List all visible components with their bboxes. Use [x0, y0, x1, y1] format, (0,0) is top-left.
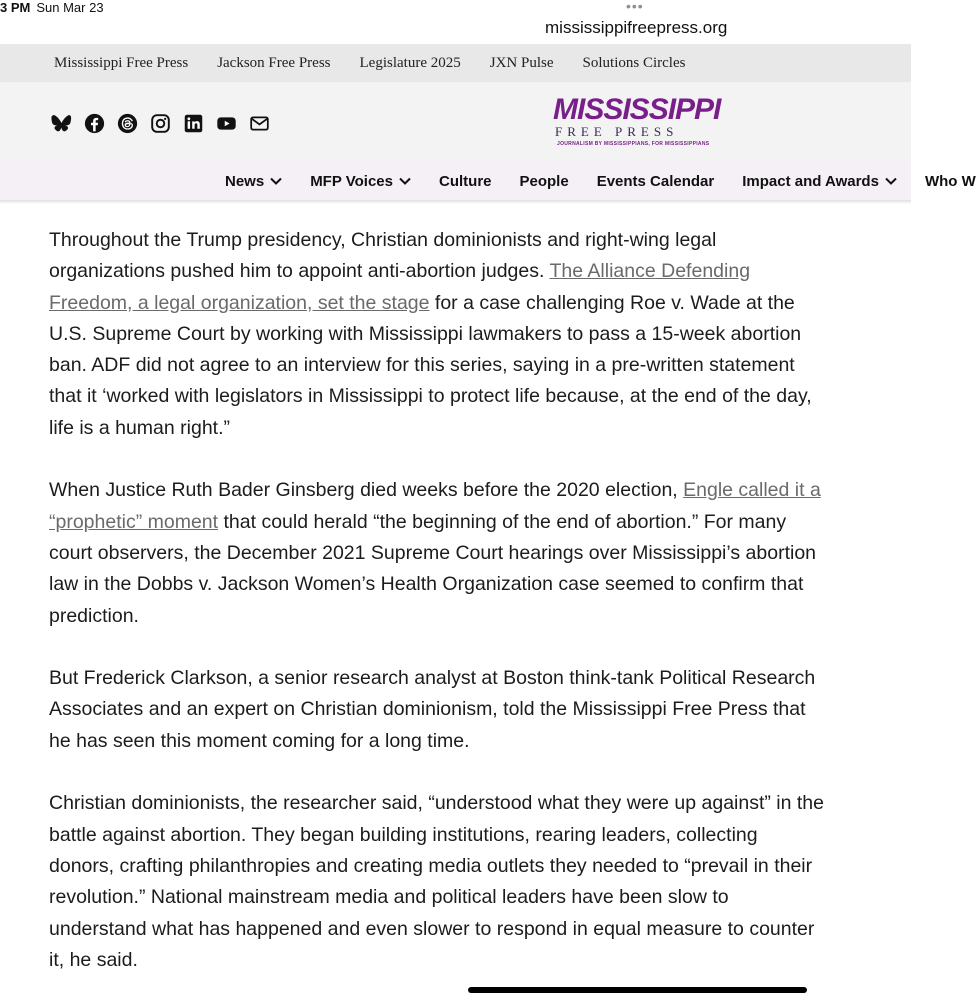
- article-paragraph-3: But Frederick Clarkson, a senior research analyst at Boston think-tank Political Research Associates and an expert on Christian dominionism, told the Mississippi Free Press that he has seen this moment coming for a long time.: [49, 667, 816, 752]
- p2-text-before: When Justice Ruth Bader Ginsberg died weeks before the 2020 election,: [49, 479, 684, 502]
- nav-item-news[interactable]: [225, 173, 282, 190]
- social-links: [50, 112, 281, 134]
- p1-text-after: for a case challenging Roe v. Wade at the U.S. Supreme Court by working with Mississippi lawmakers to pass a 15-week abortion ban. ADF did not agree to an interview for this series, saying in a pre-written statement that it ‘worked with legislators in Mississippi to protect life because, at the end of the day, life is a human right.”: [49, 291, 812, 439]
- instagram-icon[interactable]: [149, 112, 171, 134]
- threads-icon[interactable]: [116, 112, 138, 134]
- network-nav-item-mississippi-free-press[interactable]: Mississippi Free Press: [54, 54, 189, 71]
- nav-item-culture[interactable]: Culture: [439, 172, 492, 190]
- multitasking-dots-icon[interactable]: •••: [626, 0, 644, 14]
- site-logo[interactable]: [553, 95, 723, 147]
- status-time-text: 3 PM: [0, 0, 31, 15]
- nav-item-mfp-voices[interactable]: [310, 173, 411, 190]
- network-nav: [0, 44, 911, 82]
- nav-item-impact-and-awards[interactable]: [742, 173, 897, 190]
- address-bar-url[interactable]: mississippifreepress.org: [545, 18, 728, 37]
- p2-text-after: that could herald “the beginning of the end of abortion.” For many court observers, the December 2021 Supreme Court hearings over Mississippi’s abortion law in the Dobbs v. Jackson Women’s Health Organization case seemed to confirm that prediction.: [49, 510, 817, 627]
- nav-item-impact-and-awards-label: Impact and Awards: [742, 172, 879, 190]
- email-icon[interactable]: [248, 112, 270, 134]
- chevron-down-icon: [885, 177, 897, 185]
- nav-item-mfp-voices-label: MFP Voices: [310, 172, 393, 190]
- chevron-down-icon: [399, 177, 411, 185]
- article-body: [49, 225, 824, 1007]
- nav-item-events-calendar[interactable]: Events Calendar: [596, 172, 715, 190]
- linkedin-icon[interactable]: [182, 112, 204, 134]
- nav-divider: [0, 200, 911, 204]
- home-indicator[interactable]: [468, 987, 807, 993]
- network-nav-item-jackson-free-press[interactable]: Jackson Free Press: [217, 54, 331, 71]
- youtube-icon[interactable]: [215, 112, 237, 134]
- status-bar: [0, 0, 911, 44]
- article-paragraph-2: [49, 475, 824, 631]
- logo-wordmark-top: MISSISSIPPI: [553, 93, 721, 126]
- article-paragraph-1: [49, 225, 824, 444]
- alliance-defending-freedom-link[interactable]: The Alliance Defending Freedom, a legal organization, set the stage: [49, 260, 751, 314]
- logo-wordmark-bottom: FREE PRESS: [555, 124, 679, 139]
- network-nav-item-jxn-pulse[interactable]: JXN Pulse: [489, 54, 554, 71]
- status-time: [0, 0, 104, 15]
- logo-tagline: JOURNALISM BY MISSISSIPPIANS, FOR MISSISSIPPIANS: [557, 141, 710, 147]
- nav-item-news-label: News: [225, 172, 265, 190]
- chevron-down-icon: [270, 177, 282, 185]
- status-date: Sun Mar 23: [36, 0, 104, 15]
- nav-item-who-we-are[interactable]: Who W: [924, 172, 976, 190]
- nav-item-people[interactable]: People: [519, 172, 569, 190]
- article-paragraph-4: Christian dominionists, the researcher said, “understood what they were up against” in the battle against abortion. They began building institutions, rearing leaders, collecting donors, crafting philanthropies and creating media outlets they needed to “prevail in their revolution.” National mainstream media and political leaders have been slow to understand what has happened and even slower to respond in equal measure to counter it, he said.: [49, 792, 824, 971]
- bluesky-icon[interactable]: [50, 112, 72, 134]
- network-nav-item-legislature-2025[interactable]: Legislature 2025: [359, 54, 461, 71]
- network-nav-item-solutions-circles[interactable]: Solutions Circles: [582, 54, 686, 71]
- engle-prophetic-moment-link[interactable]: Engle called it a “prophetic” moment: [49, 479, 821, 533]
- facebook-icon[interactable]: [83, 112, 105, 134]
- p1-text-before: Throughout the Trump presidency, Christian dominionists and right-wing legal organizations pushed him to appoint anti-abortion judges.: [49, 229, 717, 283]
- main-nav: [0, 162, 976, 200]
